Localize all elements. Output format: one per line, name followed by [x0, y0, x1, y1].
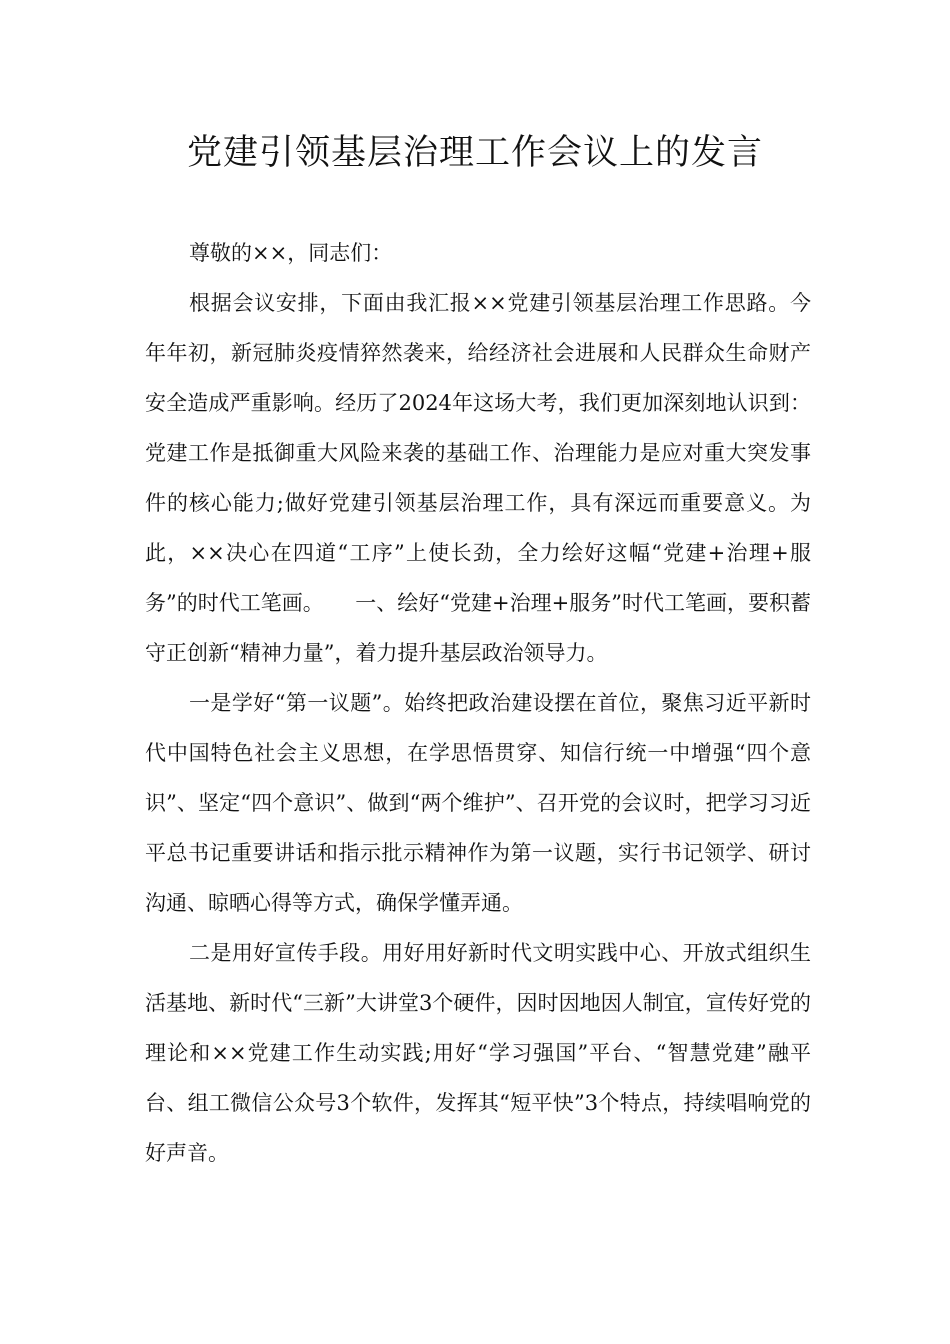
- salutation-paragraph: 尊敬的××，同志们：: [189, 241, 393, 265]
- study-paragraph: 一是学好“第一议题”。始终把政治建设摆在首位，聚焦习近平新时代中国特色社会主义思想，在学思悟贯穿、知信行统一中增强“四个意识”、坚定“四个意识”、做到“两个维护”、召开党的会议时，把学习习近平总书记重要讲话和指示批示精神作为第一议题，实行书记领学、研讨沟通、晾晒心得等方式，确保学懂弄通。: [145, 691, 811, 915]
- page-title: 党建引领基层治理工作会议上的发言: [186, 133, 763, 173]
- document-body: [145, 228, 811, 1178]
- publicity-paragraph: 二是用好宣传手段。用好用好新时代文明实践中心、开放式组织生活基地、新时代“三新”大讲堂3个硬件，因时因地因人制宜，宣传好党的理论和××党建工作生动实践;用好“学习强国”平台、“智慧党建”融平台、组工微信公众号3个软件，发挥其“短平快”3个特点，持续唱响党的好声音。: [145, 941, 811, 1165]
- intro-paragraph: 根据会议安排，下面由我汇报××党建引领基层治理工作思路。今年年初，新冠肺炎疫情猝然袭来，给经济社会进展和人民群众生命财产安全造成严重影响。经历了2024年这场大考，我们更加深刻地认识到：党建工作是抵御重大风险来袭的基础工作、治理能力是应对重大突发事件的核心能力;做好党建引领基层治理工作，具有深远而重要意义。为此，××决心在四道“工序”上使长劲，全力绘好这幅“党建+治理+服务”的时代工笔画。 一、绘好“党建+治理+服务”时代工笔画，要积蓄守正创新“精神力量”，着力提升基层政治领导力。: [145, 291, 811, 665]
